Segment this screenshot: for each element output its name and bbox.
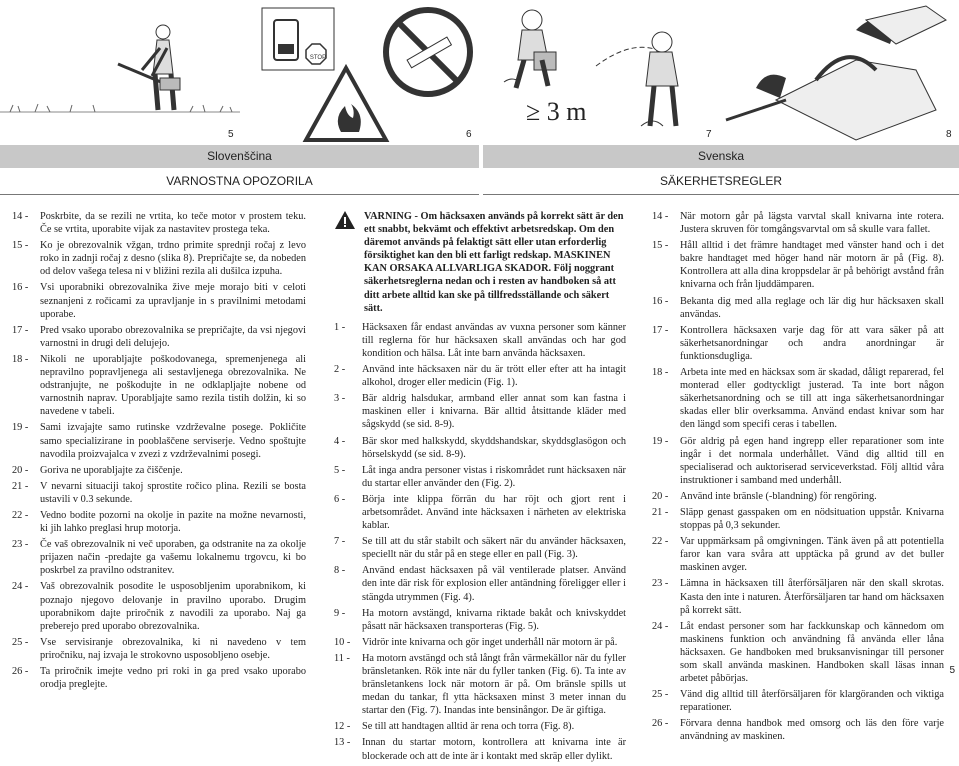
item-number: 25 -: [652, 689, 669, 701]
item-text: När motorn går på lägsta varvtal skall knivarna inte rotera. Justera skruven för tomgångsvarvtal om så skulle vara fallet.: [680, 211, 944, 236]
item-text: Nikoli ne uporabljajte poškodovanega, spremenjenega ali nepravilno popravljenega ali sestavljenega obrezovalnika. Ne odstranjujte, ne poškodujte in ne odklapljajte nobene od varnostnih naprav. Uporabljajte samo rezila tistih dolžin, ki so navedene v tabeli.: [40, 353, 306, 418]
item-number: 16 -: [652, 295, 669, 307]
list-item: [652, 535, 944, 574]
slovenian-rules-list: [12, 210, 306, 694]
item-number: 1 -: [334, 321, 346, 333]
warning-triangle-icon: [334, 210, 356, 230]
list-item: [12, 281, 306, 320]
item-text: Använd endast häcksaxen på väl ventilerade platser. Använd den inte där risk för explosion eller antändning föreligger eller i stängda utrymmen (Fig. 4).: [362, 565, 626, 603]
item-number: 20 -: [652, 490, 669, 502]
list-item: [652, 295, 944, 321]
swedish-rules-list-right: [652, 210, 944, 747]
item-text: Pred vsako uporabo obrezovalnika se prepričajte, da vsi njegovi varnostni in drugi deli delujejo.: [40, 324, 306, 349]
item-number: 10 -: [334, 636, 351, 648]
list-item: [652, 620, 944, 685]
item-text: Vidrör inte knivarna och gör inget underhåll när motorn är på.: [362, 636, 618, 648]
item-number: 4 -: [334, 435, 346, 447]
footer-page-number: 5: [949, 665, 955, 676]
svg-text:STOP: STOP: [309, 55, 327, 61]
item-number: 21 -: [12, 480, 29, 492]
item-text: Var uppmärksam på omgivningen. Tänk även på att potentiella faror kan vara svåra att upptäcka på grund av det buller maskinen avger.: [680, 536, 944, 574]
item-text: Ha motorn avstängd och stå långt från värmekällor när du fyller bränsletanken. Rök inte när du fyller tanken (Fig. 6). Ta inte av bränsletankens lock när motorn är på. Om bränsle spills ut medan du tankar, fl ytta häcksaxen minst 3 meter innan du startar den (Fig. 7). Inandas inte bensinångor. De är giftiga.: [362, 652, 626, 717]
item-text: Släpp genast gasspaken om en nödsituation uppstår. Knivarna stoppas på 0,3 sekunder.: [680, 506, 944, 532]
item-text: Förvara denna handbok med omsorg och läs den före varje användning av maskinen.: [680, 718, 944, 743]
item-text: Se till att du står stabilt och säkert när du använder häcksaxen, speciellt när du står på en stege eller en pall (Fig. 3).: [362, 536, 626, 561]
item-number: 20 -: [12, 464, 29, 476]
figure-8-gloved-hands-on-handles: [716, 0, 959, 145]
item-number: 21 -: [652, 506, 669, 518]
item-text: Vaš obrezovalnik posodite le usposobljenim uporabnikom, ki poznajo njegovo delovanje in pravilno uporabo. Drugim uporabnikom dajte priročnik z navodili za uporabo. Naj ga preberejo pred uporabo obrezovalnika.: [40, 581, 306, 632]
item-number: 5 -: [334, 464, 346, 476]
item-text: Bär aldrig halsdukar, armband eller annat som kan fastna i maskinen eller i knivarna. Bär alltid åtsittande kläder med sågskydd (se sid. 8-9).: [362, 393, 626, 431]
item-text: Bär skor med halkskydd, skyddshandskar, skyddsglasögon och hörselskydd (se sid. 8-9).: [362, 435, 626, 460]
item-number: 9 -: [334, 607, 346, 619]
page-number-6: 6: [466, 129, 472, 140]
page-number-8: 8: [946, 129, 952, 140]
item-text: Håll alltid i det främre handtaget med vänster hand och i det bakre handtaget med höger hand när motorn är på (Fig. 8). Kontrollera att alla dina kroppsdelar är på behörigt avstånd från knivarna och från ljuddämparen.: [680, 240, 944, 291]
slovenian-language-title: Slovenščina: [0, 145, 479, 168]
item-text: V nevarni situaciji takoj sprostite ročico plina. Rezili se bosta ustavili v 0.3 sekunde.: [40, 480, 306, 505]
item-text: Vsi uporabniki obrezovalnika žive meje morajo biti v celoti seznanjeni z ročicami za upravljanje in s pravilnimi metodami uporabe.: [40, 282, 306, 320]
list-item: [334, 736, 626, 762]
figure-6-no-smoking-fuel: [246, 0, 478, 145]
item-text: Poskrbite, da se rezili ne vrtita, ko teče motor v prostem teku. Če se vrtita, uporabite vijak za nastavitev prostega teka.: [40, 211, 306, 236]
list-item: [12, 464, 306, 477]
item-text: Se till att handtagen alltid är rena och torra (Fig. 8).: [362, 721, 575, 733]
swedish-section-title: SÄKERHETSREGLER: [483, 168, 959, 195]
list-item: [12, 239, 306, 278]
item-text: Vse servisiranje obrezovalnika, ki ni navedeno v tem priročniku, naj izvaja le strokovno usposobljeno osebje.: [40, 636, 306, 661]
list-item: [12, 580, 306, 632]
figure-5-person-with-trimmer: [0, 0, 240, 145]
list-item: [12, 665, 306, 691]
item-number: 7 -: [334, 536, 346, 548]
list-item: [652, 239, 944, 291]
item-number: 15 -: [12, 240, 29, 252]
item-text: Arbeta inte med en häcksax som är skadad, dåligt reparerad, fel monterad eller godtyckligt justerad. Ta inte bort någon säkerhetsanordning och se till att inga säkerhetsanordningar skadas eller blir overksamma. Använd endast knivar som har den längd som specifi ceras i tabellen.: [680, 367, 944, 431]
list-item: [12, 636, 306, 662]
slovenian-section-title: VARNOSTNA OPOZORILA: [0, 168, 479, 195]
list-item: [12, 538, 306, 577]
item-number: 23 -: [12, 539, 29, 551]
item-number: 19 -: [12, 422, 29, 434]
list-item: [12, 324, 306, 350]
list-item: [652, 688, 944, 714]
item-text: Ha motorn avstängd, knivarna riktade bakåt och knivskyddet påsatt när häcksaxen transporteras (Fig. 5).: [362, 607, 626, 632]
swedish-rules-list-left: [334, 210, 626, 766]
item-number: 2 -: [334, 364, 346, 376]
item-number: 16 -: [12, 282, 29, 294]
item-text: Låt inga andra personer vistas i riskområdet runt häcksaxen när du startar eller använder den (Fig. 2).: [362, 464, 626, 489]
warning-block: [334, 210, 626, 315]
distance-label: ≥ 3 m: [526, 97, 587, 126]
item-number: 12 -: [334, 721, 351, 733]
list-item: [334, 535, 626, 561]
item-number: 17 -: [652, 324, 669, 336]
list-item: [334, 720, 626, 733]
item-text: Ta priročnik imejte vedno pri roki in ga pred vsako uporabo orodja preglejte.: [40, 666, 306, 691]
figure-7-refuel-distance: [486, 0, 712, 145]
list-item: [334, 607, 626, 633]
item-text: Börja inte klippa förrän du har röjt och gjort rent i arbetsområdet. Använd inte häcksaxen i närheten av elektriska kablar.: [362, 493, 626, 532]
item-number: 11 -: [334, 652, 350, 664]
list-item: [334, 493, 626, 532]
item-number: 18 -: [12, 353, 29, 365]
list-item: [12, 210, 306, 236]
list-item: [334, 464, 626, 490]
item-number: 25 -: [12, 636, 29, 648]
item-text: Låt endast personer som har fackkunskap och kännedom om maskinens funktion och användning få använda eller låna häcksaxen. Ge handboken med bruksanvisningar till personer som skall använda maskinen. Handboken skall läsas innan arbetet påbörjas.: [680, 620, 944, 685]
list-item: [652, 577, 944, 616]
item-number: 8 -: [334, 565, 346, 577]
item-number: 26 -: [12, 666, 29, 677]
list-item: [652, 435, 944, 487]
list-item: [12, 421, 306, 460]
item-text: Goriva ne uporabljajte za čiščenje.: [40, 464, 183, 476]
item-number: 13 -: [334, 737, 351, 749]
item-text: Vedno bodite pozorni na okolje in pazite na možne nevarnosti, ki jih lahko preglasi hrup motorja.: [40, 509, 306, 535]
item-number: 17 -: [12, 324, 29, 336]
stop-sign-icon: [306, 46, 330, 66]
item-text: Ko je obrezovalnik vžgan, trdno primite sprednji ročaj z levo roko in zadnji ročaj z desno (slika 8). Prepričajte se, da nobeden od delov vašega telesa ni v bližini rezila ali dušilca izpuha.: [40, 240, 306, 278]
page-number-7: 7: [706, 129, 712, 140]
item-text: Kontrollera häcksaxen varje dag för att vara säker på att säkerhetsanordningar och andra anordningar är funktionsdugliga.: [680, 324, 944, 362]
list-item: [652, 210, 944, 236]
list-item: [334, 636, 626, 649]
list-item: [334, 652, 626, 717]
item-text: Innan du startar motorn, kontrollera att knivarna inte är blockerade och att de inte är i kontakt med skräp eller dylikt.: [362, 737, 626, 762]
page-number-5: 5: [228, 129, 234, 140]
item-number: 15 -: [652, 240, 669, 252]
list-item: [652, 366, 944, 431]
item-text: Lämna in häcksaxen till återförsäljaren när den skall skrotas. Kasta den inte i naturen. Återförsäljaren tar hand om häcksaxen på korrekt sätt.: [680, 578, 944, 616]
item-number: 14 -: [652, 211, 669, 222]
item-text: Använd inte bränsle (-blandning) för rengöring.: [680, 490, 877, 502]
list-item: [652, 506, 944, 532]
list-item: [334, 564, 626, 603]
list-item: [334, 392, 626, 431]
item-number: 24 -: [12, 581, 29, 593]
list-item: [652, 717, 944, 743]
list-item: [334, 435, 626, 461]
item-text: Gör aldrig på egen hand ingrepp eller reparationer som inte ingår i det normala underhållet. Vänd dig alltid till en specialiserad och auktoriserad serviceverkstad. Följ alltid våra instruktioner i samband med underhåll.: [680, 435, 944, 486]
item-text: Häcksaxen får endast användas av vuxna personer som känner till reglerna för hur häcksaxen skall användas och har god kondition och hälsa. Låt inte barn använda häcksaxen.: [362, 321, 626, 359]
item-number: 22 -: [12, 509, 29, 521]
item-text: Använd inte häcksaxen när du är trött eller efter att ha intagit alkohol, droger eller medicin (Fig. 1).: [362, 364, 626, 389]
list-item: [652, 490, 944, 503]
item-number: 26 -: [652, 718, 669, 730]
item-number: 6 -: [334, 493, 346, 505]
item-number: 3 -: [334, 393, 346, 405]
item-text: Sami izvajajte samo rutinske vzdrževalne posege. Pokličite samo specializirane in pooblaščene serviserje. Vedno spoštujte navodila proizvajalca v zvezi z vzdrževalnimi posegi.: [40, 422, 306, 460]
item-number: 22 -: [652, 536, 669, 548]
list-item: [334, 363, 626, 389]
item-number: 23 -: [652, 578, 669, 590]
item-number: 18 -: [652, 367, 669, 379]
list-item: [12, 509, 306, 535]
list-item: [334, 321, 626, 360]
list-item: [652, 324, 944, 363]
warning-text: VARNING - Om häcksaxen används på korrekt sätt är den ett snabbt, bekvämt och effektivt arbetsredskap. Om den däremot används på felaktigt sätt eller utan erforderlig försiktighet kan den bli ett farligt redskap. MASKINEN KAN ORSAKA ALLVARLIGA SKADOR. Följ noggrant säkerhetsreglerna nedan och i resten av handboken så att ditt arbete alltid kan ske på tillfredsställande och säkert sätt.: [364, 211, 624, 314]
item-text: Vänd dig alltid till återförsäljaren för klargöranden och viktiga reparationer.: [680, 689, 944, 714]
item-number: 19 -: [652, 435, 669, 447]
list-item: [12, 353, 306, 418]
list-item: [12, 480, 306, 506]
item-text: Bekanta dig med alla reglage och lär dig hur häcksaxen skall användas.: [680, 295, 944, 320]
swedish-language-title: Svenska: [483, 145, 959, 168]
item-number: 24 -: [652, 620, 669, 632]
item-text: Če vaš obrezovalnik ni več uporaben, ga odstranite na za okolje prijazen način -predajte ga vašemu lokalnemu trgovcu, ki bo poskrbel za pravilno odstranitev.: [40, 539, 306, 577]
item-number: 14 -: [12, 211, 29, 222]
